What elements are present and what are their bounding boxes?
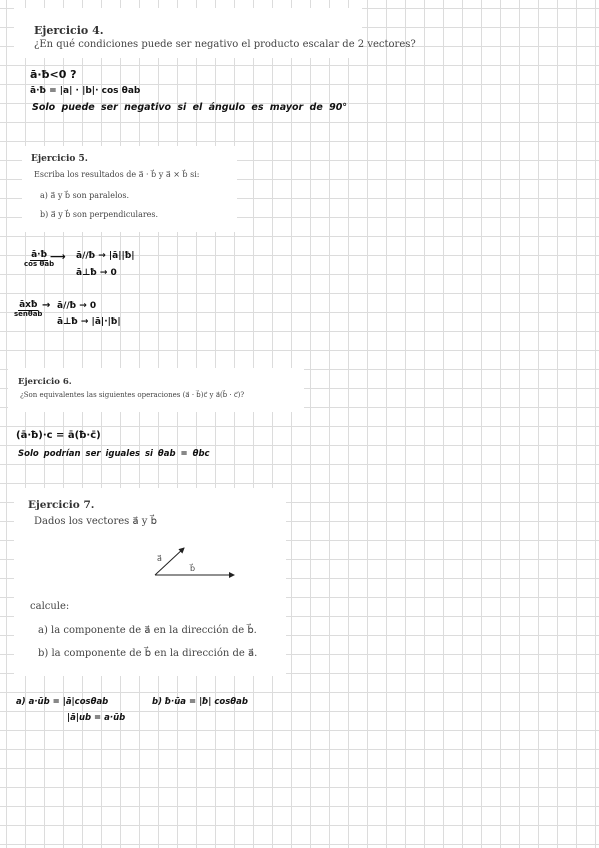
exercise-4-title: Ejercicio 4. (34, 24, 104, 37)
exercise-5-title: Ejercicio 5. (31, 154, 88, 164)
cross-product-numerator: āxƀ (19, 300, 38, 310)
exercise-7-note-a-line-1: a) a·ūb = |ā|cosθab (16, 697, 109, 707)
exercise-5-question: Escriba los resultados de a⃗ · b⃗ y a⃗ × b⃗ si: (34, 170, 200, 179)
exercise-4-note-line-3: Solo puede ser negativo si el ángulo es mayor de 90° (32, 102, 348, 113)
cross-product-arrow: → (42, 300, 51, 311)
cross-product-perpendicular: ā⊥ƀ → |ā|·|ƀ| (57, 317, 121, 327)
exercise-7-note-a-line-2: |ā|ub = a·ūb (67, 713, 126, 723)
dot-product-arrow: ⟶ (50, 250, 66, 263)
exercise-7-calcule: calcule: (30, 601, 70, 612)
exercise-6-question: ¿Son equivalentes las siguientes operaciones (a⃗ · b⃗)c⃗ y a⃗(b⃗ · c⃗)? (20, 391, 245, 399)
cross-product-denominator: senθab (14, 310, 43, 319)
exercise-7-title: Ejercicio 7. (28, 499, 95, 511)
vectors-diagram (150, 540, 245, 585)
dot-product-denominator: cos θab (24, 260, 55, 269)
dot-product-perpendicular: ā⊥ƀ → 0 (76, 268, 117, 278)
exercise-4-question: ¿En qué condiciones puede ser negativo el producto escalar de 2 vectores? (34, 39, 416, 50)
dot-product-parallel: ā//ƀ → |ā||ƀ| (76, 251, 135, 261)
exercise-5-item-a: a) a⃗ y b⃗ son paralelos. (40, 191, 129, 200)
exercise-6-note-line-1: (ā·ƀ)·c = ā(ƀ·c̄) (16, 430, 101, 441)
exercise-7-note-b-line-1: b) ƀ·ūa = |ƀ| cosθab (152, 697, 248, 707)
exercise-5-item-b: b) a⃗ y b⃗ son perpendiculares. (40, 210, 159, 219)
vector-a-label: a⃗ (157, 554, 162, 563)
exercise-6-note-line-2: Solo podrían ser iguales si θab = θbc (18, 449, 210, 459)
exercise-4-note-line-2: ā·ƀ = |a| · |b|· cos θab (30, 86, 141, 96)
cross-product-fraction (14, 301, 42, 319)
exercise-6-title: Ejercicio 6. (18, 377, 72, 387)
vector-b-label: b⃗ (190, 564, 196, 573)
exercise-4-note-line-1: ā·ƀ<0 ? (30, 68, 77, 81)
exercise-7-intro: Dados los vectores a⃗ y b⃗ (34, 516, 157, 527)
exercise-7-item-a: a) la componente de a⃗ en la dirección de b⃗. (38, 625, 257, 636)
exercise-7-item-b: b) la componente de b⃗ en la dirección de a⃗. (38, 648, 258, 659)
cross-product-parallel: ā//ƀ → 0 (57, 301, 97, 311)
exercise-6-clipping (8, 368, 304, 412)
dot-product-numerator: ā·ƀ (31, 250, 48, 260)
